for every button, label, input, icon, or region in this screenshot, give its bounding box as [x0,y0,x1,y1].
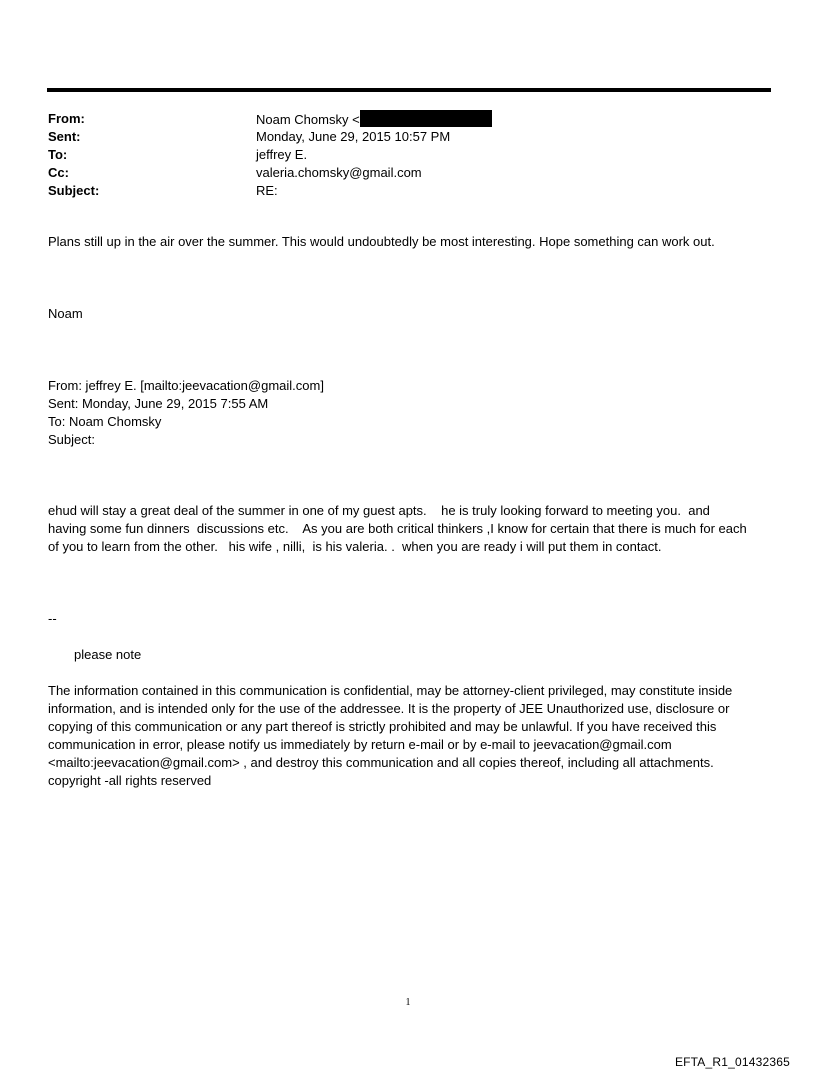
subject-value: RE: [256,183,278,198]
cc-value: valeria.chomsky@gmail.com [256,165,422,180]
from-label: From: [48,111,85,126]
to-label: To: [48,147,68,162]
signature: Noam [48,306,83,321]
from-row [48,110,492,128]
subject-label: Subject: [48,183,100,198]
reply-text: Plans still up in the air over the summer. This would undoubtedly be most interesting. Hope something can work out. [48,234,715,249]
sent-row [48,128,492,146]
page-number: 1 [405,997,411,1008]
to-value: jeffrey E. [256,147,308,162]
forwarded-header [48,377,778,449]
cc-row [48,164,492,182]
sent-value: Monday, June 29, 2015 10:57 PM [256,129,451,144]
email-header [48,110,492,200]
disclaimer: The information contained in this communication is confidential, may be attorney-client privileged, may constitute inside information, and is intended only for the use of the addressee. It is the property of JEE Unauthorized use, disclosure or copying of this communication or any part thereof is strictly prohibited and may be unlawful. If you have received this communication in error, please notify us immediately by return e-mail or by e-mail to jeevacation@gmail.com <mailto:jeevacation@gmail.com> , and destroy this communication and all copies thereof, including all attachments. copyright -all rights reserved [48,683,733,788]
from-name: Noam Chomsky < [256,112,360,127]
header-rule [47,88,771,92]
signature-separator: -- [48,611,57,626]
please-note: please note [74,647,142,662]
sent-label: Sent: [48,129,81,144]
bates-number: EFTA_R1_01432365 [674,1055,790,1069]
from-value [256,110,492,128]
cc-label: Cc: [48,165,69,180]
fwd-from-line: From: jeffrey E. [mailto:jeevacation@gmail.com] [48,378,324,393]
subject-row [48,182,492,200]
to-row [48,146,492,164]
redaction-box [360,110,492,127]
fwd-to-line: To: Noam Chomsky [48,414,162,429]
fwd-sent-line: Sent: Monday, June 29, 2015 7:55 AM [48,396,269,411]
forwarded-message: ehud will stay a great deal of the summer in one of my guest apts. he is truly looking forward to meeting you. and having some fun dinners discussions etc. As you are both critical thinkers ,I know for certain that there is much for each of you to learn from the other. his wife , nilli, is his valeria. . when you are ready i will put them in contact. [48,503,751,554]
fwd-subject-line: Subject: [48,432,95,447]
